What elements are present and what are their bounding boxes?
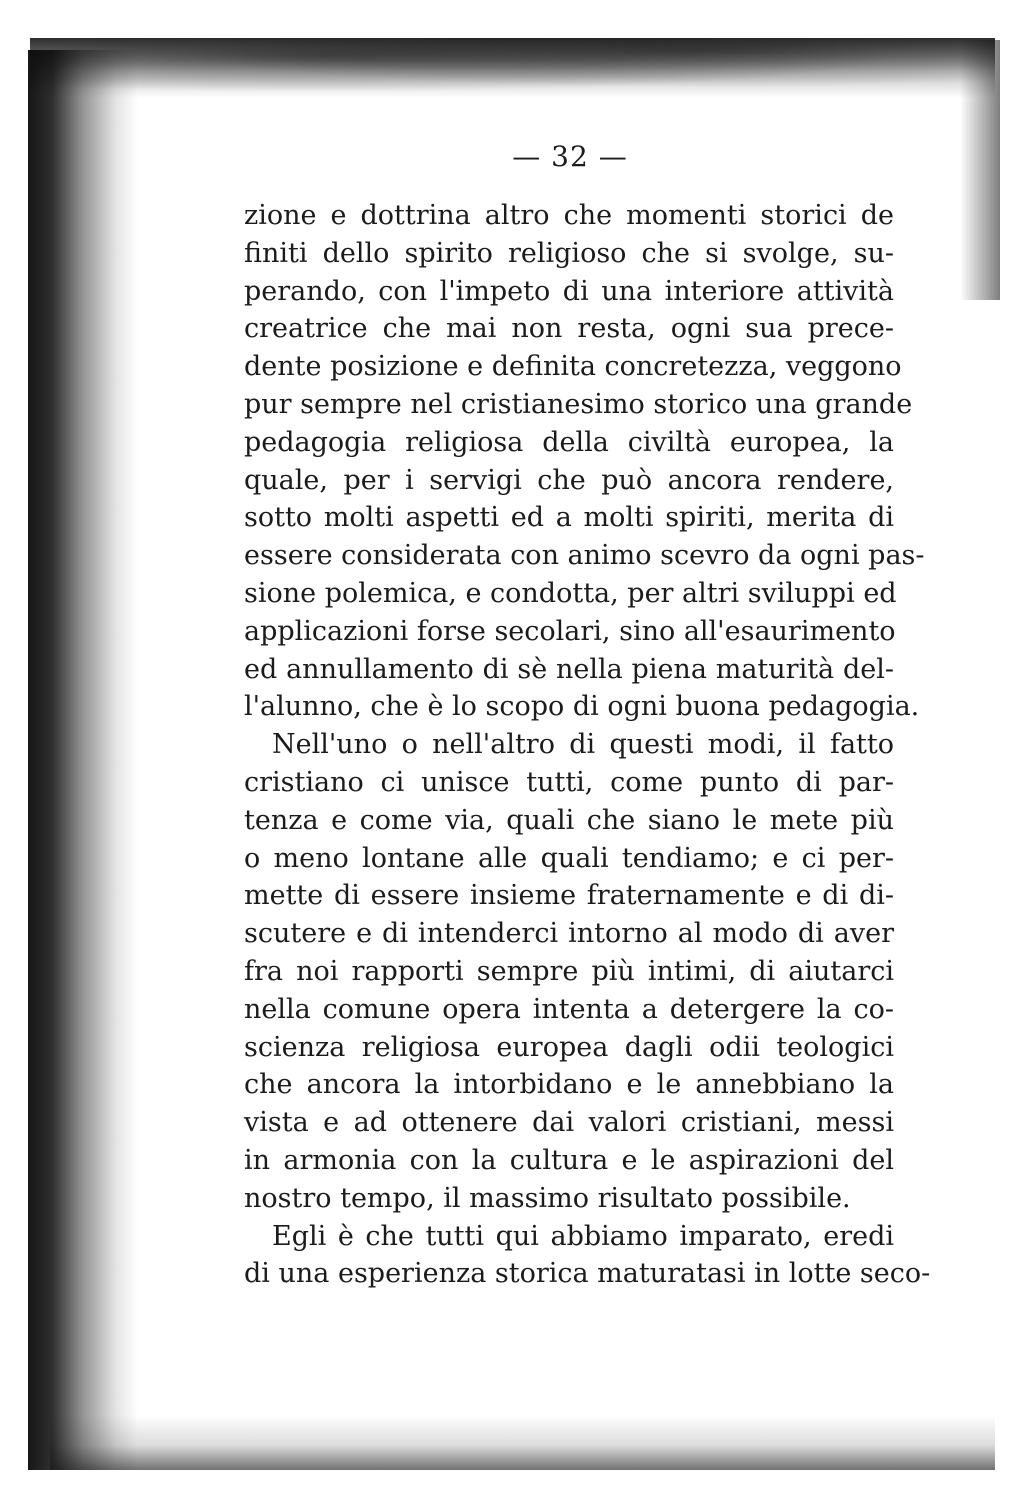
text-line: sotto molti aspetti ed a molti spiriti, merita di [244,502,894,534]
paragraph-2 [244,726,894,1217]
text-line: di una esperienza storica maturatasi in lotte seco- [244,1258,931,1290]
text-line: pedagogia religiosa della civiltà europea, la [244,426,894,458]
text-line: nostro tempo, il massimo risultato possibile. [244,1182,851,1214]
text-line: applicazioni forse secolari, sino all'esaurimento [244,615,896,647]
text-line: zione e dottrina altro che momenti storici de [244,200,894,231]
scan-shadow-bottom [50,1415,995,1470]
text-line: Nell'uno o nell'altro di questi modi, il fatto [272,729,894,761]
text-line: vista e ad ottenere dai valori cristiani, messi [244,1107,894,1139]
scan-shadow-spine [28,50,138,1470]
body-text [244,197,931,1293]
paragraph-1 [244,197,925,726]
text-line: creatrice che mai non resta, ogni sua prece- [244,313,894,345]
text-line: che ancora la intorbidano e le annebbiano la [244,1069,894,1101]
page-number: — 32 — [512,140,628,173]
text-line: ed annullamento di sè nella piena maturità del- [244,653,894,685]
text-line: quale, per i servigi che può ancora rendere, [244,464,894,496]
text-line: fra noi rapporti sempre più intimi, di aiutarci [244,955,894,987]
text-line: pur sempre nel cristianesimo storico una grande [244,388,913,420]
scan-shadow-top [30,38,995,98]
text-line: cristiano ci unisce tutti, come punto di par- [244,766,894,798]
text-line: nella comune opera intenta a detergere la co- [244,993,894,1025]
text-line: mette di essere insieme fraternamente e di di- [244,880,894,912]
text-line: in armonia con la cultura e le aspirazioni del [244,1144,894,1176]
text-line: essere considerata con animo scevro da ogni pas- [244,540,925,572]
text-line: sione polemica, e condotta, per altri sviluppi ed [244,577,897,609]
text-line: scutere e di intenderci intorno al modo di aver [244,918,894,950]
text-line: finiti dello spirito religioso che si svolge, su- [244,237,894,269]
text-line: scienza religiosa europea dagli odii teologici [244,1031,894,1063]
text-line: dente posizione e definita concretezza, veggono [244,351,902,383]
text-line: Egli è che tutti qui abbiamo imparato, eredi [272,1220,894,1252]
text-line: tenza e come via, quali che siano le mete più [244,804,894,836]
text-line: o meno lontane alle quali tendiamo; e ci per- [244,842,894,874]
text-line: perando, con l'impeto di una interiore attività [244,275,894,307]
paragraph-3 [244,1218,931,1294]
text-line: l'alunno, che è lo scopo di ogni buona pedagogia. [244,691,920,723]
